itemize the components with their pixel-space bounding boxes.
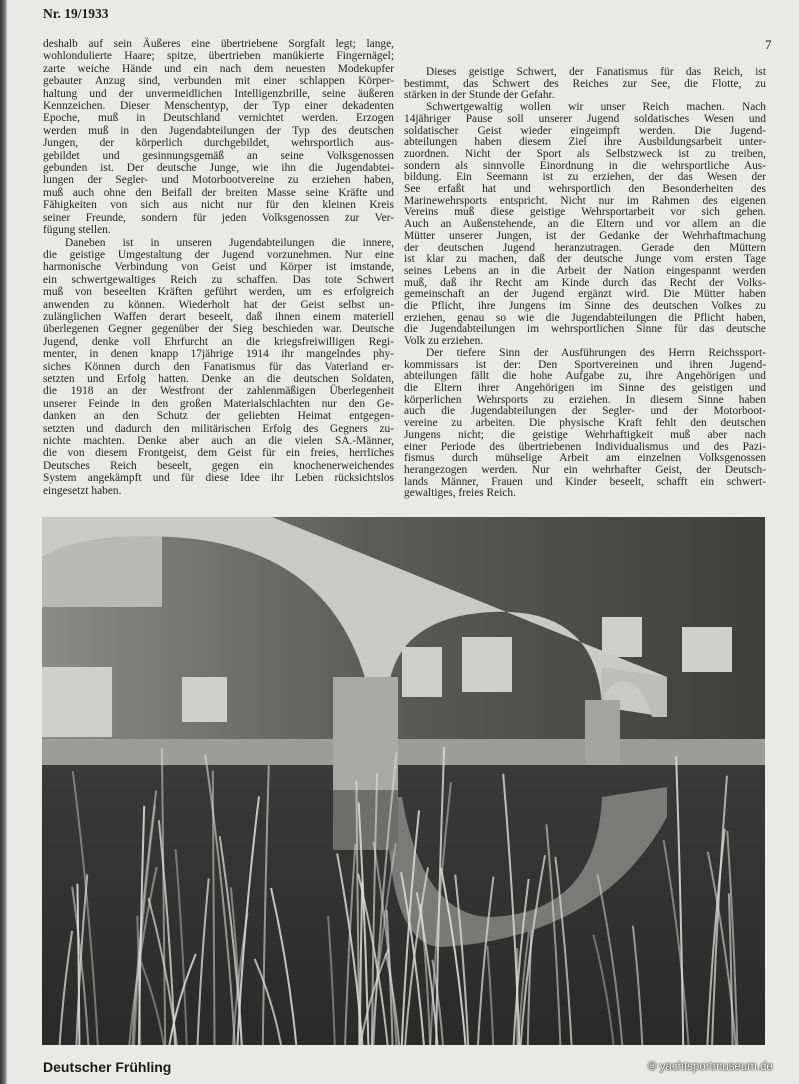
text-line: Schwertgewaltig wollen wir unser Reich machen. Nach — [426, 101, 766, 114]
text-line: sondern als sinnvolle Einordnung in die wehrsportliche Aus- — [404, 159, 766, 172]
text-line: harmonische Verbindung von Geist und Körper ist imstande, — [43, 261, 394, 274]
text-line: abteilungen haben diesem Ziel ihre Ausbildungsarbeit unter- — [404, 136, 766, 149]
text-line: zulänglichen Waffen derart beseelt, daß ihnen einem materiell — [43, 310, 394, 323]
text-line: fügung stellen. — [43, 224, 111, 237]
photo-caption: Deutscher Frühling — [43, 1059, 172, 1075]
text-line: werden muß in den Jugendabteilungen der Typ des deutschen — [43, 124, 394, 137]
riverbank — [42, 739, 765, 769]
paragraph — [43, 237, 394, 498]
text-line: gewaltiges, freies Reich. — [404, 487, 516, 500]
text-line: Kennzeichen. Dieser Menschentyp, der Typ einer dekadenten — [43, 100, 394, 113]
text-line: gemeinschaft an der Jugend ergänzt wird. Die Mütter haben — [404, 288, 766, 301]
text-line: gebunden ist. Der deutsche Junge, wie ihn die Jugendabtei- — [43, 162, 394, 175]
text-line: die Pflicht, ihre Jungens im Sinne des deutschen Volkes zu — [404, 300, 766, 313]
text-line: einer Periode des übertriebenen Individualismus und des Pazi- — [404, 440, 766, 453]
text-line: die Eltern ihrer Angehörigen im Sinne des geistigen und — [404, 381, 766, 394]
text-line: gebauter Anzug sind, verbunden mit einer schlappen Körper- — [43, 75, 394, 88]
text-line: 14jähriger Pause soll unserer Jugend soldatisches Wesen und — [404, 112, 766, 125]
watermark: © yachtsportmuseum.de — [648, 1061, 773, 1073]
text-line: See erfaßt hat und wehrsportlich den Besonderheiten des — [404, 183, 766, 196]
text-line: haltung und der unvermeidlichen Intelligenzbrille, seine äußeren — [43, 87, 394, 100]
text-line: Der tiefere Sinn der Ausführungen des Herrn Reichssport- — [426, 346, 766, 359]
text-line: Auch an Außenstehende, an die Eltern und vor allem an die — [404, 218, 766, 231]
text-line: gebildet und gesinnungsgemäß an seine Volksgenossen — [43, 149, 394, 162]
text-line: der deutschen Jugend heranzutragen. Gerade den Müttern — [404, 241, 766, 254]
text-line: auch die Jugendabteilungen der Segler- und der Motorboot- — [404, 405, 766, 418]
page-number: 7 — [765, 37, 772, 52]
bridge-pier-right — [585, 700, 620, 765]
text-line: die 1918 an der Westfront der zahlenmäßigen Überlegenheit — [43, 385, 394, 398]
text-line: seines Lebens an in die Arbeit der Nation eingespannt werden — [404, 264, 766, 277]
text-line: fismus durch mühselige Arbeit am einzelnen Volksgenossen — [404, 452, 766, 465]
text-line: muß auch ohne den Beifall der breiten Masse seine Kräfte und — [43, 186, 394, 199]
text-line: seiner Freunde, sondern für jeden Volksgenossen zur Ver- — [43, 211, 394, 224]
text-line: erziehen, genau so wie die Jugendabteilungen die Pflicht haben, — [404, 311, 766, 324]
text-line: setzten und dadurch den militärischen Erfolg des Gegners zu- — [43, 422, 394, 435]
paragraph — [43, 38, 394, 237]
text-line: wohlondulierte Haare; spitze, übertrieben manükierte Fingernägel; — [43, 50, 394, 63]
text-line: siches Können durch den Fanatismus für das Vaterland er- — [43, 360, 394, 373]
bridge-photo — [42, 517, 765, 1045]
text-line: Fähigkeiten von sich aus nicht nur für den kleinen Kreis — [43, 199, 394, 212]
text-line: Marinewehrsports entspricht. Nicht nur im Rahmen des eigenen — [404, 194, 766, 207]
text-line: deshalb auf sein Äußeres eine übertriebene Sorgfalt legt; lange, — [43, 38, 394, 50]
text-line: eingesetzt haben. — [43, 484, 122, 497]
text-line: körperlichen Wehrsports zu erziehen. In diesem Sinne haben — [404, 393, 766, 406]
text-line: abteilungen fällt die hohe Aufgabe zu, ihre Angehörigen und — [404, 370, 766, 383]
text-line: nichte machten. Denke aber auch an die vielen SA.-Männer, — [43, 435, 394, 447]
text-line: bildung. Ein Seemann ist zu erziehen, der das Wesen der — [404, 171, 766, 184]
text-line: die Jugendabteilungen im wehrsportlichen Sinne für das deutsche — [404, 323, 766, 336]
text-line: Jugend, denke voll Ehrfurcht an die kriegsfreiwilligen Regi- — [43, 335, 394, 348]
text-line: unserer Feinde in den großen Materialschlachten nur den Ge- — [43, 397, 394, 410]
text-line: ein schwertgewaltiges Reich zu schaffen. Das tote Schwert — [43, 273, 394, 286]
text-line: Volk zu erziehen. — [404, 335, 484, 348]
text-line: soldatischer Geist wieder eingeimpft werden. Die Jugend- — [404, 124, 766, 137]
bridge-pier-left — [333, 677, 398, 790]
text-line: Jungen, der körperlich durchgebildet, wehrsportlich aus- — [43, 137, 394, 150]
text-line: zarte weiche Hände und ein nach dem neuesten Modekupfer — [43, 62, 394, 75]
text-line: herangezogen werden. Nur ein wehrhafter Geist, der Deutsch- — [404, 463, 766, 476]
text-line: die geistige Umgestaltung der Jugend vorzunehmen. Nur eine — [43, 248, 394, 261]
paragraph — [404, 102, 766, 348]
text-line: vereine zu arbeiten. Die physische Kraft fehlt den deutschen — [404, 417, 766, 430]
text-line: anwenden zu können. Wiederholt hat der Geist selbst un- — [43, 298, 394, 311]
text-line: stärken in der Stunde der Gefahr. — [404, 89, 555, 102]
text-line: System angekämpft und für diese Idee ihr Leben rücksichtslos — [43, 472, 394, 485]
issue-number: Nr. 19/1933 — [43, 6, 109, 21]
text-line: danken an den Schutz der geliebten Heimat entgegen- — [43, 410, 394, 423]
text-line: muß von beseelten Kräften geführt werden, um es erfolgreich — [43, 286, 394, 299]
right-text-column — [404, 67, 766, 500]
text-line: Vereins muß diese geistige Wehrsportarbeit vor sich gehen. — [404, 206, 766, 219]
text-line: Epoche, muß in Deutschland vernichtet werden. Erzogen — [43, 112, 394, 125]
text-line: Daneben ist in unseren Jugendabteilungen die innere, — [65, 236, 394, 249]
text-line: Deutsches Reich beseelt, gegen ein knochenerweichendes — [43, 459, 394, 472]
text-line: lands Männer, Frauen und Kinder beseelt, schafft ein schwert- — [404, 475, 766, 488]
text-line: ist klar zu machen, daß der deutsche Junge vom ersten Tage — [404, 253, 766, 266]
text-line: Dieses geistige Schwert, der Fanatismus für das Reich, ist — [426, 66, 766, 78]
left-text-column — [43, 38, 394, 497]
text-line: menter, in denen knapp 17jährige 1914 ihr mangelndes phy- — [43, 348, 394, 361]
text-line: die von diesem Frontgeist, dem Geist für ein freies, herrliches — [43, 447, 394, 460]
text-line: Jungens nicht; die geistige Wehrhaftigkeit muß aber nach — [404, 428, 766, 441]
text-line: lungen der Segler- und Motorbootvereine zu erziehen haben, — [43, 174, 394, 187]
text-line: überlegenen Gegner gegenüber der Sieg beschieden war. Deutsche — [43, 323, 394, 336]
text-line: zuordnen. Nicht der Sport als Selbstzweck ist zu treiben, — [404, 147, 766, 160]
page-binding-edge — [0, 0, 7, 1084]
text-line: kommissars ist der: Den Sportvereinen und ihren Jugend- — [404, 358, 766, 371]
text-line: setzten und Erfolg hatten. Denke an die deutschen Soldaten, — [43, 372, 394, 385]
text-line: Mütter unserer Jungen, ist der Gedanke der Wehrhaftmachung — [404, 229, 766, 242]
text-line: bestimmt, das Schwert des Reiches zur See, die Flotte, zu — [404, 77, 766, 90]
paragraph — [404, 67, 766, 102]
paragraph — [404, 348, 766, 500]
text-line: muß, daß ihr Recht am Kinde durch das Recht der Volks- — [404, 276, 766, 289]
